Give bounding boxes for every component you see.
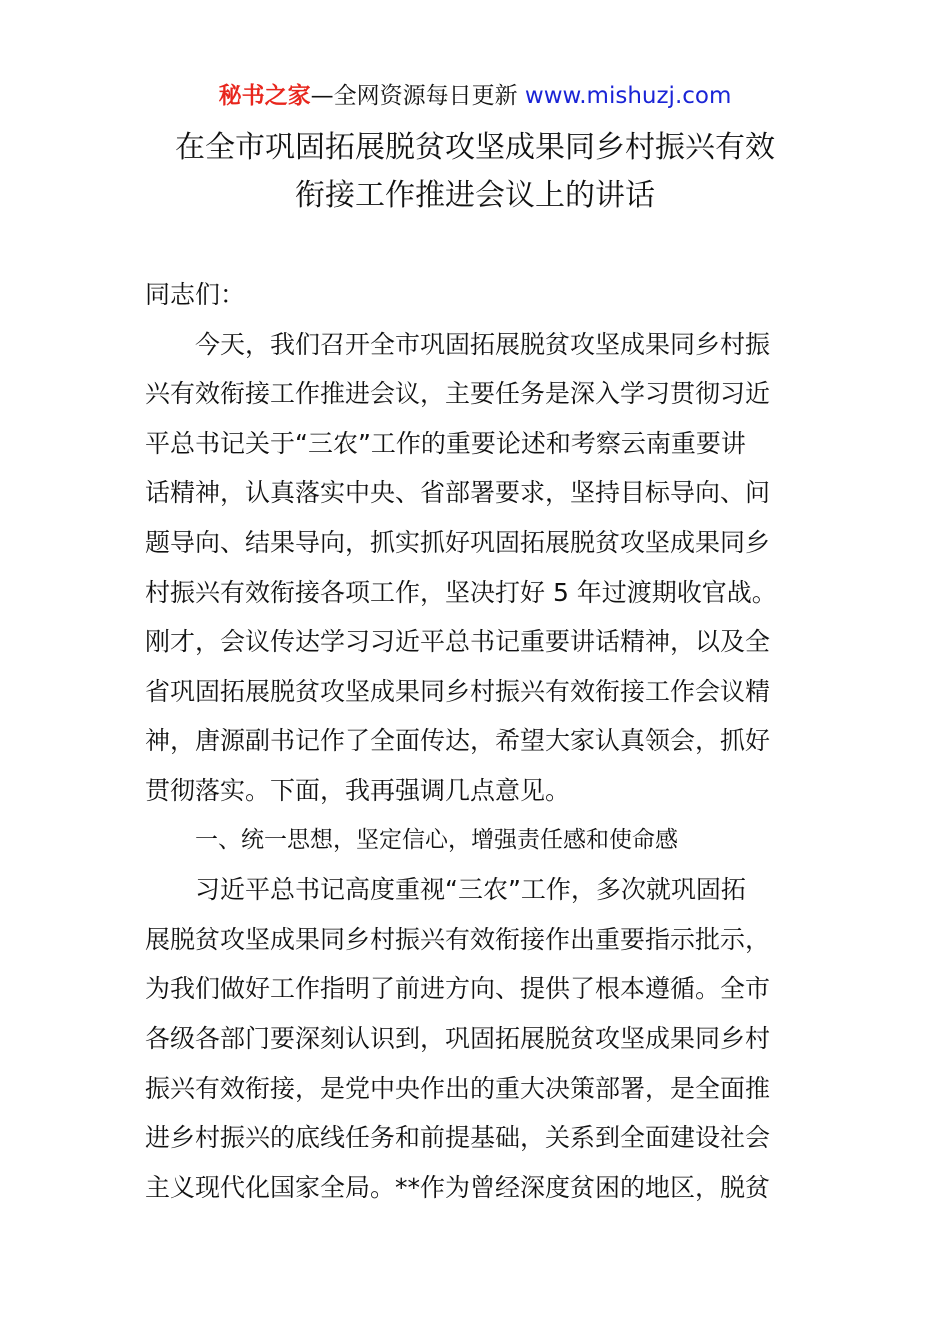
paragraph-line: 习近平总书记高度重视“三农”工作，多次就巩固拓 (195, 875, 746, 905)
title-line-1: 在全市巩固拓展脱贫攻坚成果同乡村振兴有效 (175, 130, 775, 165)
header-separator: — (310, 83, 334, 109)
site-url-link[interactable]: www.mishuzj.com (524, 83, 732, 109)
paragraph-line: 兴有效衔接工作推进会议，主要任务是深入学习贯彻习近 (145, 379, 771, 409)
paragraph-line: 各级各部门要深刻认识到，巩固拓展脱贫攻坚成果同乡村 (145, 1023, 771, 1053)
paragraph-line: 为我们做好工作指明了前进方向、提供了根本遵循。全市 (145, 974, 771, 1004)
title-line-2: 衔接工作推进会议上的讲话 (295, 178, 655, 213)
paragraph-line: 刚才，会议传达学习习近平总书记重要讲话精神，以及全 (145, 627, 771, 657)
paragraph-line: 神，唐源副书记作了全面传达，希望大家认真领会，抓好 (145, 726, 771, 756)
section-heading: 一、统一思想，坚定信心，增强责任感和使命感 (195, 826, 678, 853)
site-tagline: 全网资源每日更新 (333, 83, 525, 109)
paragraph-line: 省巩固拓展脱贫攻坚成果同乡村振兴有效衔接工作会议精 (145, 676, 771, 706)
site-header (0, 80, 950, 112)
paragraph-line: 展脱贫攻坚成果同乡村振兴有效衔接作出重要指示批示， (145, 924, 771, 954)
salutation: 同志们： (145, 280, 246, 309)
paragraph-line: 题导向、结果导向，抓实抓好巩固拓展脱贫攻坚成果同乡 (145, 527, 771, 557)
site-name: 秘书之家 (218, 83, 311, 109)
paragraph-line: 村振兴有效衔接各项工作，坚决打好 5 年过渡期收官战。 (145, 577, 777, 607)
paragraph-line: 进乡村振兴的底线任务和前提基础，关系到全面建设社会 (145, 1123, 771, 1153)
document-title (0, 124, 950, 220)
paragraph-line: 主义现代化国家全局。**作为曾经深度贫困的地区，脱贫 (145, 1172, 771, 1202)
paragraph-line: 平总书记关于“三农”工作的重要论述和考察云南重要讲 (145, 428, 746, 458)
paragraph-line: 振兴有效衔接，是党中央作出的重大决策部署，是全面推 (145, 1073, 771, 1103)
paragraph-line: 今天，我们召开全市巩固拓展脱贫攻坚成果同乡村振 (195, 329, 771, 359)
paragraph-line: 贯彻落实。下面，我再强调几点意见。 (145, 775, 571, 805)
document-body (145, 270, 815, 1212)
paragraph-line: 话精神，认真落实中央、省部署要求，坚持目标导向、问 (145, 478, 771, 508)
